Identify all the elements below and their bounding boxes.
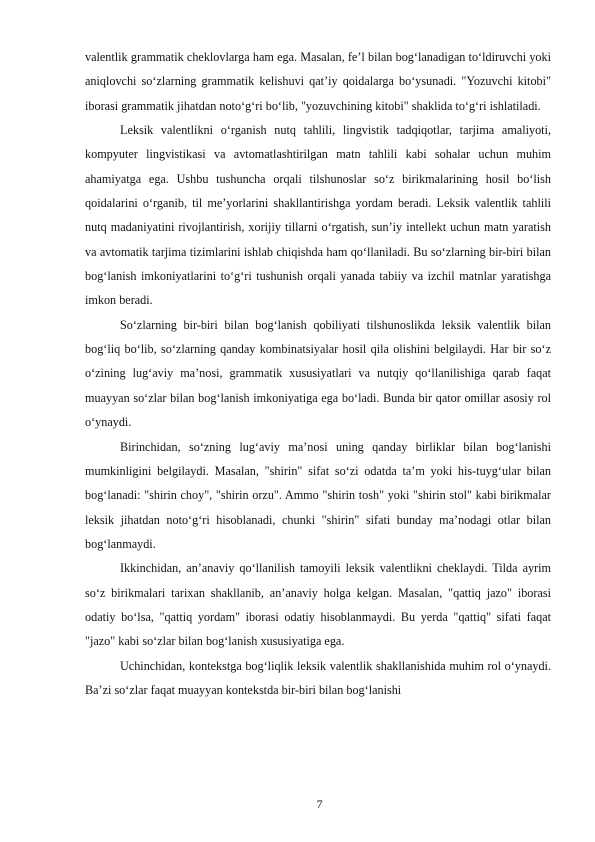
document-page: [85, 45, 551, 702]
paragraph-word-linking-ability: So‘zlarning bir-biri bilan bog‘lanish qobiliyati tilshunoslikda leksik valentlik bilan bog‘liq bo‘lib, so‘zlarning qanday kombinatsiyalar hosil qila olishini belgilaydi. Har bir so‘z o‘zining lug‘aviy ma’nosi, grammatik xususiyatlari va nutqiy qo‘llanilishiga qarab faqat muayyan so‘zlar bilan bog‘lanish imkoniyatiga ega bo‘ladi. Bunda bir qator omillar asosiy rol o‘ynaydi.: [85, 317, 551, 430]
paragraph-lexical-valency-importance: Leksik valentlikni o‘rganish nutq tahlili, lingvistik tadqiqotlar, tarjima amaliyoti, kompyuter lingvistikasi va avtomatlashtirilgan matn tahlili kabi sohalar uchun muhim ahamiyatga ega. Ushbu tushuncha orqali tilshunoslar so‘z birikmalarining hosil bo‘lish qoidalarini o‘rganib, til me’yorlarini shakllantirishga yordam beradi. Leksik valentlik tahlili nutq madaniyatini rivojlantirish, xorijiy tillarni o‘rgatish, sun’iy intellekt uchun matn yaratish va avtomatik tarjima tizimlarini ishlab chiqishda ham qo‘llaniladi. Bu so‘zlarning bir-biri bilan bog‘lanish imkoniyatlarini to‘g‘ri tushunish orqali yanada tabiiy va izchil matnlar yaratishga imkon beradi.: [85, 123, 551, 308]
paragraph-third-factor: Uchinchidan, kontekstga bog‘liqlik leksik valentlik shakllanishida muhim rol o‘ynaydi. Ba’zi so‘zlar faqat muayyan kontekstda bir-biri bilan bog‘lanishi: [85, 658, 551, 697]
paragraph-continuation: valentlik grammatik cheklovlarga ham ega. Masalan, fe’l bilan bog‘lanadigan to‘ldiruvchi yoki aniqlovchi so‘zlarning grammatik kelishuvi qat’iy qoidalarga bo‘ysunadi. "Yozuvchi kitobi" iborasi grammatik jihatdan noto‘g‘ri bo‘lib, "yozuvchining kitobi" shaklida to‘g‘ri ishlatiladi.: [85, 50, 551, 113]
paragraph-second-factor: Ikkinchidan, an’anaviy qo‘llanilish tamoyili leksik valentlikni cheklaydi. Tilda ayrim so‘z birikmalari tarixan shakllanib, an’anaviy holga kelgan. Masalan, "qattiq jazo" iborasi odatiy bo‘lsa, "qattiq yordam" iborasi odatiy hisoblanmaydi. Bu yerda "qattiq" sifati faqat "jazo" kabi so‘zlar bilan bog‘lanish xususiyatiga ega.: [85, 561, 551, 649]
paragraph-first-factor: Birinchidan, so‘zning lug‘aviy ma’nosi uning qanday birliklar bilan bog‘lanishi mumkinligini belgilaydi. Masalan, "shirin" sifat so‘zi odatda ta’m yoki his-tuyg‘ular bilan bog‘lanadi: "shirin choy", "shirin orzu". Ammo "shirin tosh" yoki "shirin stol" kabi birikmalar leksik jihatdan noto‘g‘ri hisoblanadi, chunki "shirin" sifati bunday ma’nodagi otlar bilan bog‘lanmaydi.: [85, 439, 551, 551]
page-number: 7: [316, 797, 323, 811]
